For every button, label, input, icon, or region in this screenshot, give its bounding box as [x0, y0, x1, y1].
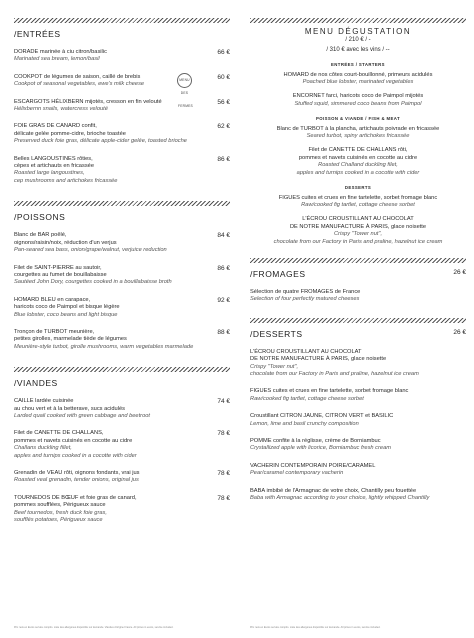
- dish-name-en: Larded quail cooked with green cabbage and beetroot: [14, 412, 150, 419]
- dish-name-fr: Filet de CANETTE DE CHALLANS,: [14, 430, 104, 437]
- dish-name-en: Cookpot of seasonal vegetables, ewe's milk cheese: [14, 81, 145, 88]
- dish-name-en: Crispy "Tower nut",: [250, 363, 299, 370]
- tasting-item: [250, 126, 466, 141]
- course-heading: POISSON & VIANDE / FISH & MEAT: [315, 116, 401, 122]
- dish-item: [250, 488, 466, 503]
- dish-item: [250, 463, 466, 478]
- fine-print: Prix nets en Euros service compris. Liste des allergènes disponible sur demande. All prices in euros, service included.: [250, 626, 381, 629]
- fine-print: Prix nets en Euros service compris. Liste des allergènes disponible sur demande. Viandes d'origine France. All prices in euros, service included.: [14, 626, 174, 629]
- tasting-item: [250, 72, 466, 87]
- dish-name-fr: Tronçon de TURBOT meunière,: [14, 328, 95, 335]
- dish-name-fr: HOMARD de nos côtes court-bouillonné, primeurs acidulés: [283, 71, 433, 78]
- dish-name-en: Pear/caramel contemporary vacherin: [250, 470, 344, 477]
- dish-price: 60 €: [217, 73, 230, 81]
- section-divider: [14, 201, 230, 206]
- dish-price: 86 €: [217, 155, 230, 163]
- dish-name-en-line2: chocolate from our Factory in Paris and praline, hazelnut ice cream: [273, 238, 443, 245]
- dish-price: 84 €: [217, 232, 230, 240]
- dish-name-fr: COOKPOT de légumes de saison, caillé de brebis: [14, 73, 141, 80]
- dish-item: [250, 289, 466, 304]
- dish-name-en-line2: chocolate from our Factory in Paris and praline, hazelnut ice cream: [250, 370, 419, 377]
- dish-name-en: Roasted Challand duckling filet,: [318, 162, 398, 169]
- dish-name-fr-line2: pommes soufflées, Périgueux sauce: [14, 502, 106, 509]
- dish-name-fr-line2: courgettes au fumet de bouillabaisse: [14, 271, 107, 278]
- dish-name-fr-line2: oignons/raisin/noix, réduction d'un verjus: [14, 239, 117, 246]
- dish-name-fr-line2: pommes et navets cuisinés en cocotte au cidre: [298, 154, 418, 161]
- dish-name-fr-line2: au chou vert et à la betterave, sucs acidulés: [14, 405, 125, 412]
- tasting-menu-title: MENU DÉGUSTATION: [304, 27, 412, 36]
- section-divider: [14, 367, 230, 372]
- dish-name-en: Marinated sea bream, lemon/basil: [14, 56, 100, 63]
- dish-name-fr: ESCARGOTS HÉLIXBERN mijotés, cresson en fin velouté: [14, 98, 162, 105]
- dish-name-en: Preserved duck foie gras, délicate apple-cider gelée, toasted brioche: [14, 138, 187, 145]
- section-title-fromages: [250, 269, 466, 279]
- dish-name-fr: Croustillant CITRON JAUNE, CITRON VERT et BASILIC: [250, 413, 394, 420]
- dish-name-fr-line2: petites girolles, marmelade tiède de légumes: [14, 336, 127, 343]
- dish-name-fr: L'ÉCROU CROUSTILLANT AU CHOCOLAT: [250, 348, 362, 355]
- dish-price: 92 €: [217, 296, 230, 304]
- tasting-menu: [250, 28, 466, 246]
- dish-name-fr: L'ÉCROU CROUSTILLANT AU CHOCOLAT: [302, 216, 414, 223]
- section-title-entrees: /ENTRÉES: [14, 29, 61, 39]
- dish-name-fr-line2: DE NOTRE MANUFACTURE À PARIS, glace noisette: [250, 356, 387, 363]
- dish-name-en: Poached blue lobster, marinated vegetables: [302, 79, 414, 86]
- dish-price: 78 €: [217, 430, 230, 438]
- dish-name-fr: FOIE GRAS DE CANARD confit,: [14, 123, 97, 130]
- dish-item: [14, 329, 230, 351]
- dish-name-fr: DORADE marinée à ciu citron/basilic: [14, 49, 107, 55]
- dish-item: [14, 430, 230, 460]
- section-title-poissons: /POISSONS: [14, 212, 66, 223]
- section-divider: [250, 18, 466, 23]
- dish-name-en: Roasted veal grenadin, tender onions, original jus: [14, 477, 139, 484]
- section-title-text: /DESSERTS: [250, 328, 303, 339]
- dish-item: [14, 398, 230, 420]
- dish-name-en: Crystallized apple with licorice, Borniambuc fresh cream: [250, 445, 391, 452]
- dish-name-en: Seared turbot, spiny artichokes fricassée: [306, 133, 410, 140]
- dish-item: [250, 413, 466, 428]
- section-title-text: /FROMAGES: [250, 268, 306, 279]
- dish-name-fr: Blanc de TURBOT à la plancha, artichauts poivrade en fricassée: [276, 125, 440, 132]
- dish-name-fr: TOURNEDOS DE BŒUF et foie gras de canard,: [14, 494, 137, 501]
- dish-name-en: Roasted large langoustines,: [14, 170, 85, 177]
- left-column: [14, 0, 230, 524]
- dish-name-en: Meunière-style turbot, girolle mushrooms, warm vegetables marmelade: [14, 343, 194, 350]
- dish-item: [14, 297, 230, 319]
- dish-item: [250, 349, 466, 379]
- dish-item: [14, 99, 230, 114]
- dish-item: [250, 438, 466, 453]
- dish-price: 56 €: [217, 98, 230, 106]
- dish-name-en-line2: soufflés potatoes, Périgueux sauce: [14, 517, 103, 524]
- dish-name-en: Crispy "Tower nut",: [333, 231, 383, 238]
- dish-name-en: Hélixbernn snails, watercress velouté: [14, 106, 108, 113]
- dish-name-fr: Filet de SAINT-PIERRE au sautoir,: [14, 264, 102, 271]
- dish-price: 86 €: [217, 264, 230, 272]
- dish-name-en: Stuffed squid, simmered coco beans from Paimpol: [294, 100, 422, 107]
- section-divider: [250, 318, 466, 323]
- dish-price: 88 €: [217, 328, 230, 336]
- dish-name-fr-line2: délicate gelée pomme-cidre, brioche toastée: [14, 130, 126, 137]
- dish-name-en: Raw/cooked fig tartlet, cottage cheese sorbet: [250, 395, 364, 402]
- tasting-price-with-wine: / 310 € avec les vins / --: [326, 46, 390, 53]
- dish-name-fr: VACHERIN CONTEMPORAIN POIRE/CARAMEL: [250, 462, 376, 469]
- tasting-item: [250, 93, 466, 108]
- tasting-item: [250, 147, 466, 177]
- dish-name-fr-line2: cèpes et artichauts en fricassée: [14, 163, 94, 170]
- course-heading: DESSERTS: [344, 185, 372, 191]
- right-column: [250, 0, 466, 502]
- section-title-viandes: /VIANDES: [14, 378, 58, 389]
- dish-name-en: Lemon, lime and basil crunchy composition: [250, 420, 359, 427]
- dish-name-fr: HOMARD BLEU en carapace,: [14, 296, 91, 303]
- tasting-price: / 210 € / -: [345, 37, 371, 44]
- dish-item: [14, 232, 230, 254]
- tasting-item: [250, 216, 466, 246]
- dish-name-fr: BABA imbibé de l'Armagnac de votre choix, Chantilly peu fouettée: [250, 487, 417, 494]
- dish-name-fr: Blanc de BAR poêlé,: [14, 232, 67, 239]
- dish-item: [14, 495, 230, 525]
- dish-item: [14, 49, 230, 64]
- dish-item: [14, 156, 230, 186]
- dish-name-fr: CAILLE lardée cuisinée: [14, 398, 74, 405]
- dish-name-fr: FIGUES cuites et crues en fine tartelette, sorbet fromage blanc: [250, 388, 409, 395]
- dish-item: [250, 388, 466, 403]
- dish-price: 78 €: [217, 470, 230, 477]
- dish-name-en: Sautéed John Dory, courgettes cooked in a bouillabaisse broth: [14, 279, 172, 286]
- dish-name-en: Blue lobster, coco beans and light bisque: [14, 311, 118, 318]
- dish-name-en-line2: cep mushrooms and artichokes fricassée: [14, 177, 118, 184]
- dish-price: 66 €: [217, 49, 230, 56]
- section-divider: [14, 18, 230, 23]
- dish-price: 62 €: [217, 123, 230, 131]
- dish-name-en: Pan-seared sea bass, onion/grape/walnut, verjuice reduction: [14, 247, 167, 254]
- dish-name-en: Raw/cooked fig tartlet, cottage cheese sorbet: [301, 201, 415, 208]
- dish-name-fr: FIGUES cuites et crues en fine tartelette, sorbet fromage blanc: [278, 194, 438, 201]
- dish-name-fr: POMME confite à la réglisse, crème de Borniambuc: [250, 438, 381, 444]
- dish-name-fr-line2: haricots coco de Paimpol et bisque légère: [14, 304, 120, 311]
- dish-item: [14, 123, 230, 145]
- dish-name-fr: Filet de CANETTE DE CHALLANS rôti,: [308, 147, 408, 154]
- dish-name-en: Baba with Armagnac according to your choice, lightly whipped Chantilly: [250, 495, 430, 502]
- section-price: 26 €: [453, 328, 466, 336]
- dish-name-fr: ENCORNET farci, haricots coco de Paimpol mijotés: [292, 93, 424, 100]
- dish-item: [14, 470, 230, 485]
- dish-name-en: Selection of four perfectly matured cheeses: [250, 296, 360, 303]
- dish-name-fr: Grenadin de VEAU rôti, oignons fondants, vrai jus: [14, 470, 140, 476]
- dish-name-en: Beef tournedos, fresh duck foie gras,: [14, 509, 107, 516]
- tasting-item: [250, 195, 466, 210]
- dish-name-fr-line2: DE NOTRE MANUFACTURE À PARIS, glace noisette: [289, 223, 427, 230]
- dish-name-fr: Belles LANGOUSTINES rôties,: [14, 155, 93, 162]
- dish-item: [14, 265, 230, 287]
- dish-name-en: Challans duckling fillet,: [14, 445, 72, 452]
- farm-menu-badge-icon: MENU DES FERMES: [177, 73, 192, 88]
- section-title-desserts: [250, 329, 466, 339]
- dish-price: 78 €: [217, 494, 230, 502]
- section-divider: [250, 258, 466, 263]
- dish-price: 74 €: [217, 398, 230, 406]
- dish-name-fr-line2: pommes et navets cuisinés en cocotte au cidre: [14, 437, 133, 444]
- course-heading: ENTRÉES / STARTERS: [331, 62, 385, 68]
- section-price: 26 €: [453, 268, 466, 276]
- dish-name-en-line2: apples and turnips cooked in a cocotte with cider: [14, 452, 137, 459]
- dish-name-fr: Sélection de quatre FROMAGES de France: [250, 288, 361, 295]
- dish-name-en-line2: apples and turnips cooked in a cocotte with cider: [296, 169, 420, 176]
